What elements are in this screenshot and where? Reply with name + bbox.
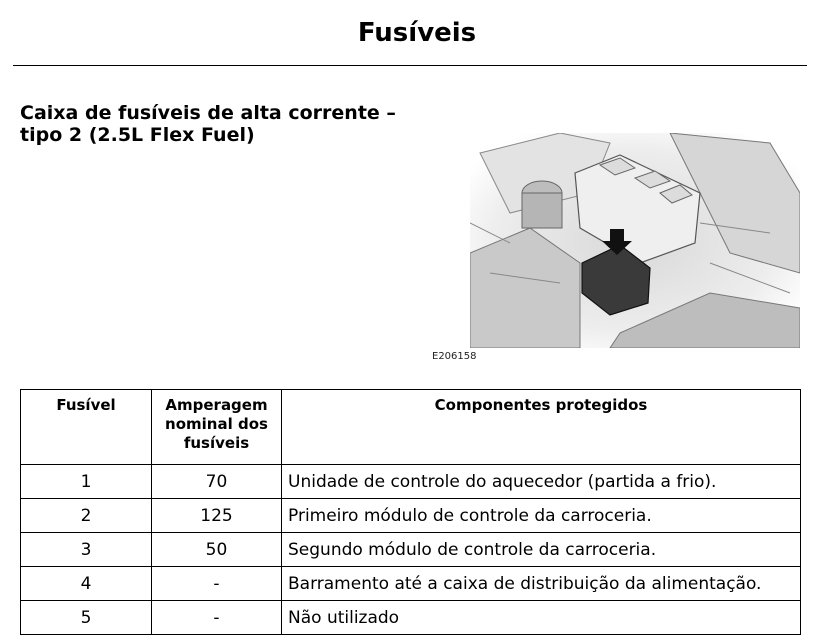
protected-component: Não utilizado <box>282 601 801 635</box>
section-title: Caixa de fusíveis de alta corrente – tipo 2 (2.5L Flex Fuel) <box>20 102 396 146</box>
table-row <box>21 533 801 567</box>
column-header-fuse: Fusível <box>21 390 152 465</box>
fuse-table <box>20 389 801 635</box>
fuse-rating: 70 <box>152 465 282 499</box>
fuse-rating: - <box>152 601 282 635</box>
engine-bay-illustration <box>470 133 800 348</box>
table-row <box>21 499 801 533</box>
page-title: Fusíveis <box>357 18 477 48</box>
protected-component: Unidade de controle do aquecedor (partida a frio). <box>282 465 801 499</box>
table-row <box>21 465 801 499</box>
fuse-rating: - <box>152 567 282 601</box>
fuse-number: 5 <box>21 601 152 635</box>
fuse-number: 3 <box>21 533 152 567</box>
column-header-components: Componentes protegidos <box>282 390 801 465</box>
protected-component: Segundo módulo de controle da carroceria. <box>282 533 801 567</box>
figure-caption: E206158 <box>432 351 477 362</box>
fuse-number: 1 <box>21 465 152 499</box>
protected-component: Barramento até a caixa de distribuição da alimentação. <box>282 567 801 601</box>
table-row <box>21 567 801 601</box>
title-divider <box>13 65 807 66</box>
protected-component: Primeiro módulo de controle da carroceria. <box>282 499 801 533</box>
fuse-rating: 125 <box>152 499 282 533</box>
table-header-row <box>21 390 801 465</box>
fuse-number: 4 <box>21 567 152 601</box>
fuse-number: 2 <box>21 499 152 533</box>
column-header-rating: Amperagem nominal dos fusíveis <box>152 390 282 465</box>
fuse-rating: 50 <box>152 533 282 567</box>
table-row <box>21 601 801 635</box>
